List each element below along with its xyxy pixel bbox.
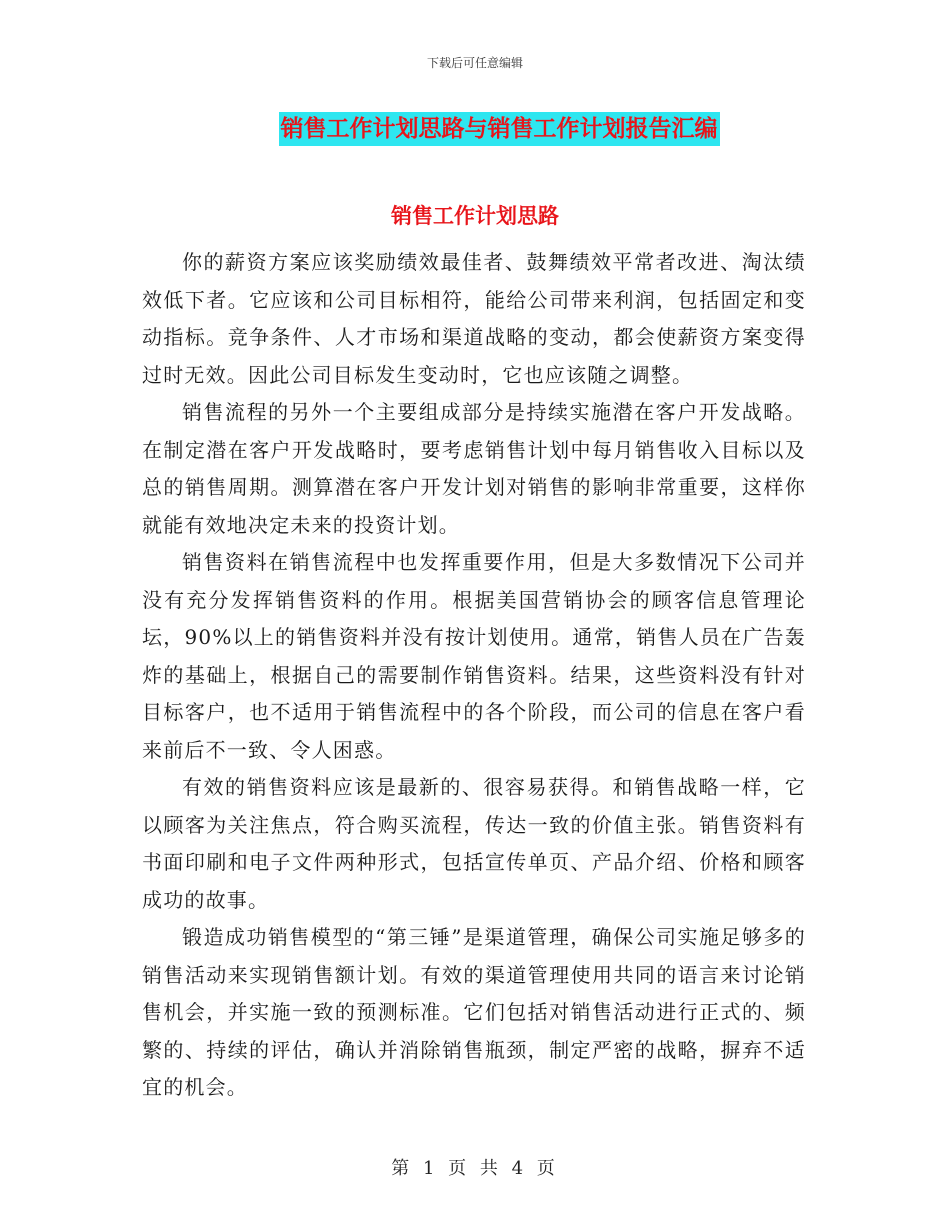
paragraph: 销售资料在销售流程中也发挥重要作用，但是大多数情况下公司并没有充分发挥销售资料的作用。根据美国营销协会的顾客信息管理论坛，90%以上的销售资料并没有按计划使用。通常，销售人员在广告轰炸的基础上，根据自己的需要制作销售资料。结果，这些资料没有针对目标客户，也不适用于销售流程中的各个阶段，而公司的信息在客户看来前后不一致、令人困惑。 (142, 550, 806, 762)
page-footer: 第 1 页 共 4 页 (391, 1158, 559, 1179)
paragraph: 锻造成功销售模型的“第三锤”是渠道管理，确保公司实施足够多的销售活动来实现销售额计划。有效的渠道管理使用共同的语言来讨论销售机会，并实施一致的预测标准。它们包括对销售活动进行正式的、频繁的、持续的评估，确认并消除销售瓶颈，制定严密的战略，摒弃不适宜的机会。 (142, 925, 806, 1099)
document-body (142, 244, 806, 1107)
paragraph: 有效的销售资料应该是最新的、很容易获得。和销售战略一样，它以顾客为关注焦点，符合购买流程，传达一致的价值主张。销售资料有书面印刷和电子文件两种形式，包括宣传单页、产品介绍、价格和顾客成功的故事。 (142, 775, 806, 912)
document-title: 销售工作计划思路与销售工作计划报告汇编 (279, 112, 720, 146)
header-note: 下载后可任意编辑 (426, 56, 523, 70)
document-title-container (0, 112, 950, 146)
paragraph: 销售流程的另外一个主要组成部分是持续实施潜在客户开发战略。在制定潜在客户开发战略时，要考虑销售计划中每月销售收入目标以及总的销售周期。测算潜在客户开发计划对销售的影响非常重要，这样你就能有效地决定未来的投资计划。 (142, 400, 806, 537)
paragraph: 你的薪资方案应该奖励绩效最佳者、鼓舞绩效平常者改进、淘汰绩效低下者。它应该和公司目标相符，能给公司带来利润，包括固定和变动指标。竞争条件、人才市场和渠道战略的变动，都会使薪资方案变得过时无效。因此公司目标发生变动时，它也应该随之调整。 (142, 250, 806, 387)
section-title: 销售工作计划思路 (391, 204, 559, 228)
